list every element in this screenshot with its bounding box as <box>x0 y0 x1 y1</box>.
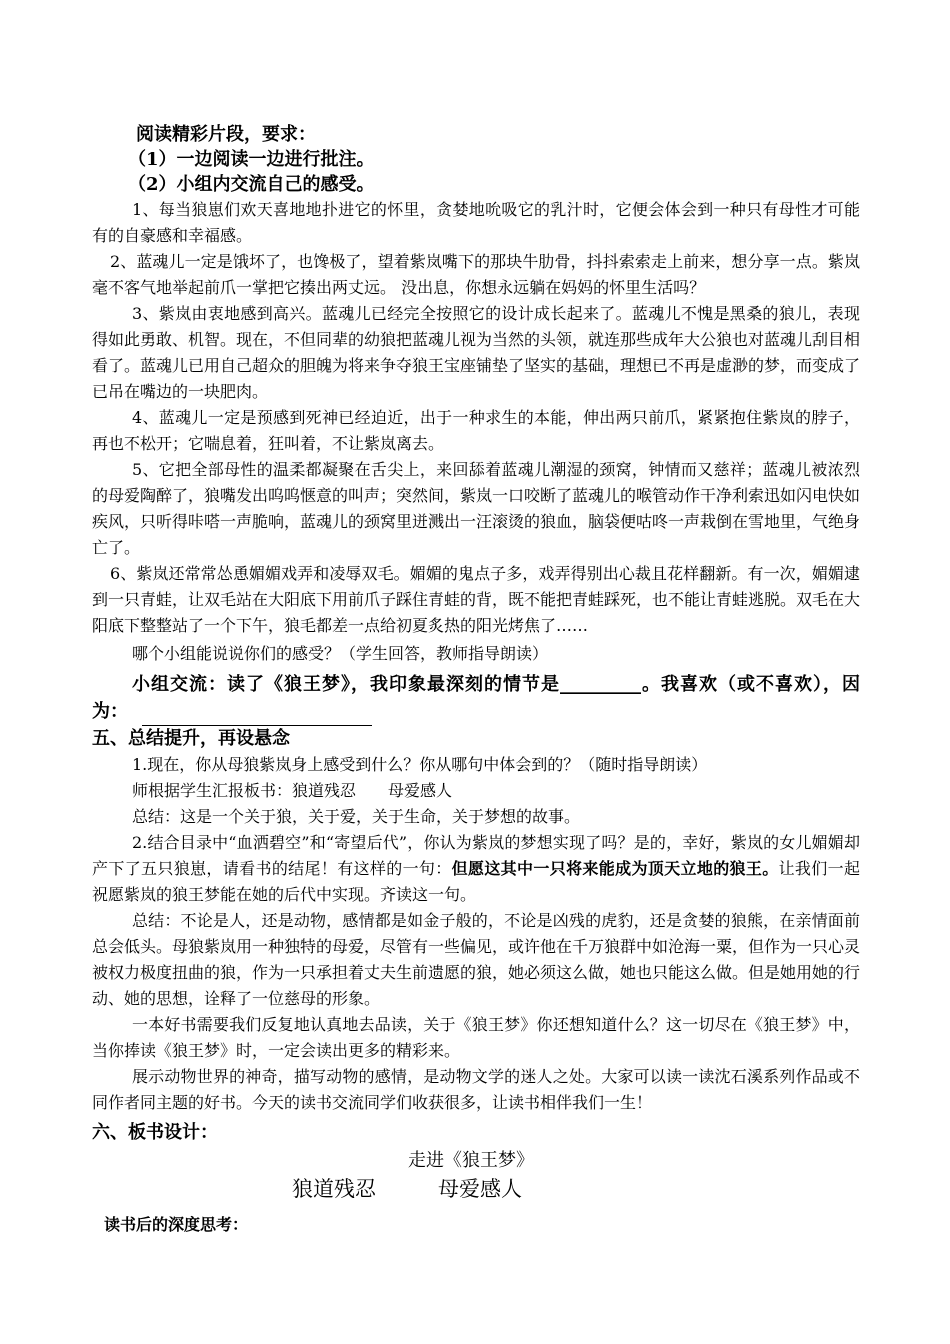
section-5-p3: 总结：这是一个关于狼，关于爱，关于生命，关于梦想的故事。 <box>132 807 581 826</box>
section-5-p6: 一本好书需要我们反复地认真地去品读，关于《狼王梦》你还想知道什么？这一切尽在《狼王梦》中，当你捧读《狼王梦》时，一定会读出更多的精彩来。 <box>92 1015 860 1060</box>
deep-thinking-label: 读书后的深度思考： <box>104 1215 249 1234</box>
board-title: 走进《狼王梦》 <box>408 1150 534 1171</box>
requirement-2: （2）小组内交流自己的感受。 <box>128 174 375 195</box>
group-exchange <box>92 671 860 726</box>
passage-6: 6、紫岚还常常怂恿媚媚戏弄和凌辱双毛。媚媚的鬼点子多，戏弄得别出心裁且花样翻新。有一次，媚媚逮到一只青蛙，让双毛站在大阳底下用前爪子踩住青蛙的背，既不能把青蛙踩死，也不能让青蛙逃脱。双毛在大阳底下整整站了一个下午，狼毛都差一点给初夏炙热的阳光烤焦了…… <box>92 564 861 635</box>
board-left: 狼道残忍 <box>292 1177 376 1201</box>
answer-blank-1: _________ <box>560 674 641 695</box>
section-5-p4-end: 让我们一起祝愿紫岚的狼王梦能在她的后代中实现。齐读这一句。 <box>92 859 860 904</box>
section-6-heading: 六、板书设计： <box>92 1122 218 1143</box>
section-5-heading: 五、总结提升，再设悬念 <box>92 728 290 749</box>
section-5-p4-start: 2.结合目录中“血洒碧空”和“寄望后代”，你认为紫岚的梦想实现了吗？是的，幸好，紫岚的女儿媚媚却产下了五只狼崽，请看书的结尾！有这样的一句： <box>92 833 860 878</box>
document-page <box>92 122 860 1238</box>
section-5-p1: 1.现在，你从母狼紫岚身上感受到什么？你从哪句中体会到的？（随时指导朗读） <box>132 755 708 774</box>
group-question: 哪个小组能说说你们的感受？（学生回答，教师指导朗读） <box>132 644 549 663</box>
section-5-p5: 总结：不论是人，还是动物，感情都是如金子般的，不论是凶残的虎豹，还是贪婪的狼熊，在亲情面前总会低头。母狼紫岚用一种独特的母爱，尽管有一些偏见，或许他在千万狼群中如沧海一粟，但作为一只心灵被权力极度扭曲的狼，作为一只承担着丈夫生前遗愿的狼，她必须这么做，她也只能这么做。但是她用她的行动、她的思想，诠释了一位慈母的形象。 <box>92 911 861 1008</box>
passage-2: 2、蓝魂儿一定是饿坏了，也馋极了，望着紫岚嘴下的那块牛肋骨，抖抖索索走上前来，想分享一点。紫岚毫不客气地举起前爪一掌把它揍出两丈远。 没出息，你想永远躺在妈妈的怀里生活吗？ <box>92 252 860 297</box>
section-5-p4 <box>92 830 860 908</box>
passage-5: 5、它把全部母性的温柔都凝聚在舌尖上，来回舔着蓝魂儿潮湿的颈窝，钟情而又慈祥；蓝魂儿被浓烈的母爱陶醉了，狼嘴发出呜呜惬意的叫声；突然间，紫岚一口咬断了蓝魂儿的喉管动作干净利索迅如闪电快如疾风，只听得咔嗒一声脆响，蓝魂儿的颈窝里迸溅出一汪滚烫的狼血，脑袋便咕咚一声栽倒在雪地里，气绝身亡了。 <box>92 460 861 557</box>
passage-4: 4、蓝魂儿一定是预感到死神已经迫近，出于一种求生的本能，伸出两只前爪，紧紧抱住紫岚的脖子，再也不松开；它喘息着，狂叫着，不让紫岚离去。 <box>92 408 860 453</box>
board-content <box>92 1174 860 1204</box>
reading-title: 阅读精彩片段，要求： <box>136 124 316 145</box>
group-exchange-prefix: 小组交流：读了《狼王梦》，我印象最深刻的情节是 <box>132 674 560 695</box>
group-exchange-middle: 。我喜欢（或不喜欢），因为： <box>92 674 860 722</box>
section-5-p7: 展示动物世界的神奇，描写动物的感情，是动物文学的迷人之处。大家可以读一读沈石溪系列作品或不同作者同主题的好书。今天的读书交流同学们收获很多，让读书相伴我们一生！ <box>92 1067 860 1112</box>
passage-3: 3、紫岚由衷地感到高兴。蓝魂儿已经完全按照它的设计成长起来了。蓝魂儿不愧是黑桑的狼儿，表现得如此勇敢、机智。现在，不但同辈的幼狼把蓝魂儿视为当然的头领，就连那些成年大公狼也对蓝魂儿刮目相看了。蓝魂儿已用自己超众的胆魄为将来争夺狼王宝座铺垫了坚实的基础，理想已不再是虚渺的梦，而变成了已吊在嘴边的一块肥肉。 <box>92 304 861 401</box>
passage-1: 1、每当狼崽们欢天喜地地扑进它的怀里，贪婪地吮吸它的乳汁时，它便会体会到一种只有母性才可能有的自豪感和幸福感。 <box>92 200 860 245</box>
answer-blank-2 <box>142 698 372 726</box>
requirement-1: （1）一边阅读一边进行批注。 <box>128 149 375 170</box>
section-5-p4-quote: 但愿这其中一只将来能成为顶天立地的狼王。 <box>451 859 779 878</box>
board-right: 母爱感人 <box>438 1177 522 1201</box>
section-5-p2: 师根据学生汇报板书：狼道残忍 母爱感人 <box>132 781 453 800</box>
